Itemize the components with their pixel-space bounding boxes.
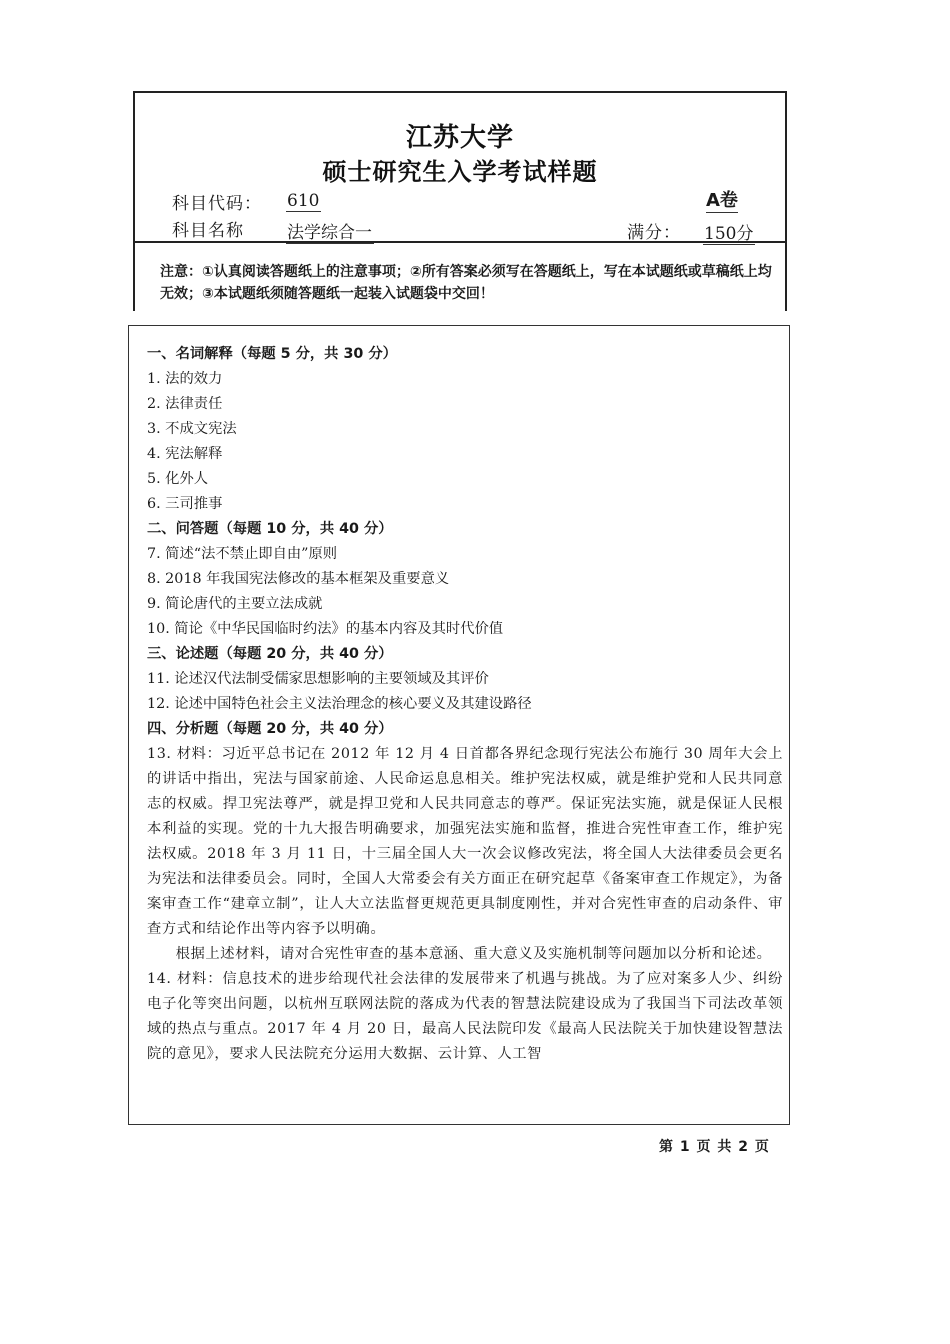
exam-title: 硕士研究生入学考试样题 bbox=[322, 158, 598, 186]
question-13-task: 根据上述材料，请对合宪性审查的基本意涵、重大意义及实施机制等问题加以分析和论述。 bbox=[175, 946, 772, 962]
question-item: 5. 化外人 bbox=[147, 471, 209, 487]
school-name: 江苏大学 bbox=[405, 123, 514, 153]
notice-text: 注意：①认真阅读答题纸上的注意事项；②所有答案必须写在答题纸上，写在本试题纸或草稿纸上均无效；③本试题纸须随答题纸一起装入试题袋中交回！ bbox=[160, 264, 772, 302]
subject-name-value: 法学综合一 bbox=[286, 218, 374, 244]
section-heading: 一、名词解释（每题 5 分，共 30 分） bbox=[147, 346, 397, 362]
question-item: 8. 2018 年我国宪法修改的基本框架及重要意义 bbox=[147, 571, 450, 587]
question-14-material: 14. 材料：信息技术的进步给现代社会法律的发展带来了机遇与挑战。为了应对案多人少、纠纷电子化等突出问题，以杭州互联网法院的落成为代表的智慧法院建设成为了我国当下司法改革领域的热点与重点。2017 年 4 月 20 日，最高人民法院印发《最高人民法院关于加快建设智慧法院的意见》，要求人民法院充分运用大数据、云计算、人工智 bbox=[147, 971, 783, 1062]
question-item: 4. 宪法解释 bbox=[147, 446, 223, 462]
section-heading: 二、问答题（每题 10 分，共 40 分） bbox=[147, 521, 393, 537]
question-item: 6. 三司推事 bbox=[147, 496, 223, 512]
question-item: 11. 论述汉代法制受儒家思想影响的主要领域及其评价 bbox=[147, 671, 489, 687]
question-item: 2. 法律责任 bbox=[147, 396, 223, 412]
questions-content bbox=[147, 342, 783, 1067]
paper-version: A卷 bbox=[706, 186, 738, 213]
section-heading: 三、论述题（每题 20 分，共 40 分） bbox=[147, 646, 393, 662]
section-heading: 四、分析题（每题 20 分，共 40 分） bbox=[147, 721, 393, 737]
question-13-material: 13. 材料：习近平总书记在 2012 年 12 月 4 日首都各界纪念现行宪法公布施行 30 周年大会上的讲话中指出，宪法与国家前途、人民命运息息相关。维护宪法权威，就是维护党和人民共同意志的权威。捍卫宪法尊严，就是捍卫党和人民共同意志的尊严。保证宪法实施，就是保证人民根本利益的实现。党的十九大报告明确要求，加强宪法实施和监督，推进合宪性审查工作，维护宪法权威。2018 年 3 月 11 日，十三届全国人大一次会议修改宪法，将全国人大法律委员会更名为宪法和法律委员会。同时，全国人大常委会有关方面正在研究起草《备案审查工作规定》，为备案审查工作“建章立制”，让人大立法监督更规范更具制度刚性，并对合宪性审查的启动条件、审查方式和结论作出等内容予以明确。 bbox=[147, 746, 783, 937]
question-item: 9. 简论唐代的主要立法成就 bbox=[147, 596, 323, 612]
question-item: 1. 法的效力 bbox=[147, 371, 223, 387]
subject-code-label: 科目代码： bbox=[172, 194, 262, 214]
subject-code-value: 610 bbox=[287, 191, 320, 211]
page-number: 第 1 页 共 2 页 bbox=[659, 1139, 770, 1155]
full-score-value: 150分 bbox=[703, 219, 755, 245]
question-item: 12. 论述中国特色社会主义法治理念的核心要义及其建设路径 bbox=[147, 696, 532, 712]
question-item: 10. 简论《中华民国临时约法》的基本内容及其时代价值 bbox=[147, 621, 504, 637]
full-score-label: 满分： bbox=[627, 223, 681, 243]
question-item: 3. 不成文宪法 bbox=[147, 421, 237, 437]
subject-name-label: 科目名称 bbox=[172, 221, 244, 241]
question-item: 7. 简述“法不禁止即自由”原则 bbox=[147, 546, 338, 562]
